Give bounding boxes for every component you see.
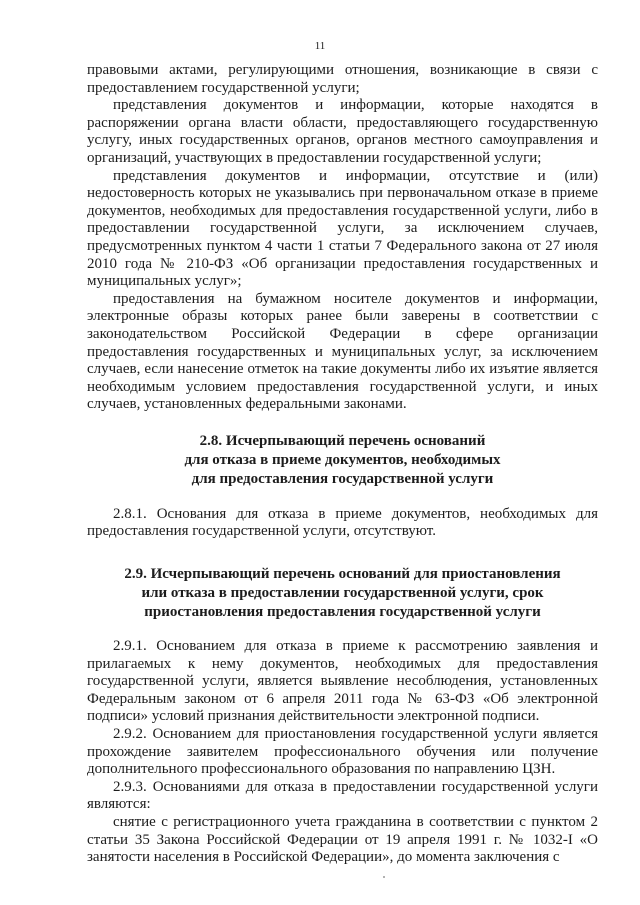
scan-speck (383, 876, 385, 878)
paragraph-list-item: снятие с регистрационного учета гражданина в соответствии с пунктом 2 статьи 35 Закона Российской Федерации от 19 апреля 1991 г. № 1032-I «О занятости населения в Российской Федерации», до момента заключения с (87, 814, 598, 866)
section-heading-2-9 (87, 565, 598, 622)
heading-line: для предоставления государственной услуги (191, 470, 494, 487)
paragraph: предоставления на бумажном носителе документов и информации, электронные образы которых ранее были заверены в соответствии с законодательством Российской Федерации в сфере организации предоставления государственных и муниципальных услуг, за исключением случаев, если нанесение отметок на такие документы либо их изъятие является необходимым условием предоставления государственной услуги, и иных случаев, установленных федеральными законами. (87, 290, 598, 413)
heading-line: или отказа в предоставлении государственной услуги, срок (141, 585, 544, 602)
paragraph: представления документов и информации, отсутствие и (или) недостоверность которых не указывались при первоначальном отказе в приеме документов, необходимых для предоставления государственной услуги, либо в предоставлении государственной услуги, за исключением случаев, предусмотренных пунктом 4 части 1 статьи 7 Федерального закона от 27 июля 2010 года № 210-ФЗ «Об организации предоставления государственных и муниципальных услуг»; (87, 167, 598, 290)
paragraph-2-8-1: 2.8.1. Основания для отказа в приеме документов, необходимых для предоставления государственной услуги, отсутствуют. (87, 505, 598, 540)
heading-line: для отказа в приеме документов, необходимых (184, 451, 501, 468)
section-heading-2-8 (87, 432, 598, 489)
heading-line: приостановления предоставления государственной услуги (144, 604, 541, 621)
document-body (87, 62, 598, 867)
paragraph-2-9-1: 2.9.1. Основанием для отказа в приеме к рассмотрению заявления и прилагаемых к нему документов, необходимых для предоставления государственной услуги, является выявление несоблюдения, установленных Федеральным законом от 6 апреля 2011 года № 63-ФЗ «Об электронной подписи» условий признания действительности электронной подписи. (87, 638, 598, 725)
paragraph: правовыми актами, регулирующими отношения, возникающие в связи с предоставлением государственной услуги; (87, 62, 598, 96)
paragraph: представления документов и информации, которые находятся в распоряжении органа власти области, предоставляющего государственную услугу, иных государственных органов, органов местного самоуправления и организаций, участвующих в предоставлении государственной услуги; (87, 97, 598, 166)
page-number: 11 (314, 40, 326, 52)
paragraph-2-9-3: 2.9.3. Основаниями для отказа в предоставлении государственной услуги являются: (87, 778, 598, 813)
heading-line: 2.8. Исчерпывающий перечень оснований (199, 432, 486, 449)
paragraph-2-9-2: 2.9.2. Основанием для приостановления государственной услуги является прохождение заявителем профессионального обучения или получение дополнительного профессионального образования по направлению ЦЗН. (87, 726, 598, 778)
heading-line: 2.9. Исчерпывающий перечень оснований для приостановления (124, 566, 561, 583)
